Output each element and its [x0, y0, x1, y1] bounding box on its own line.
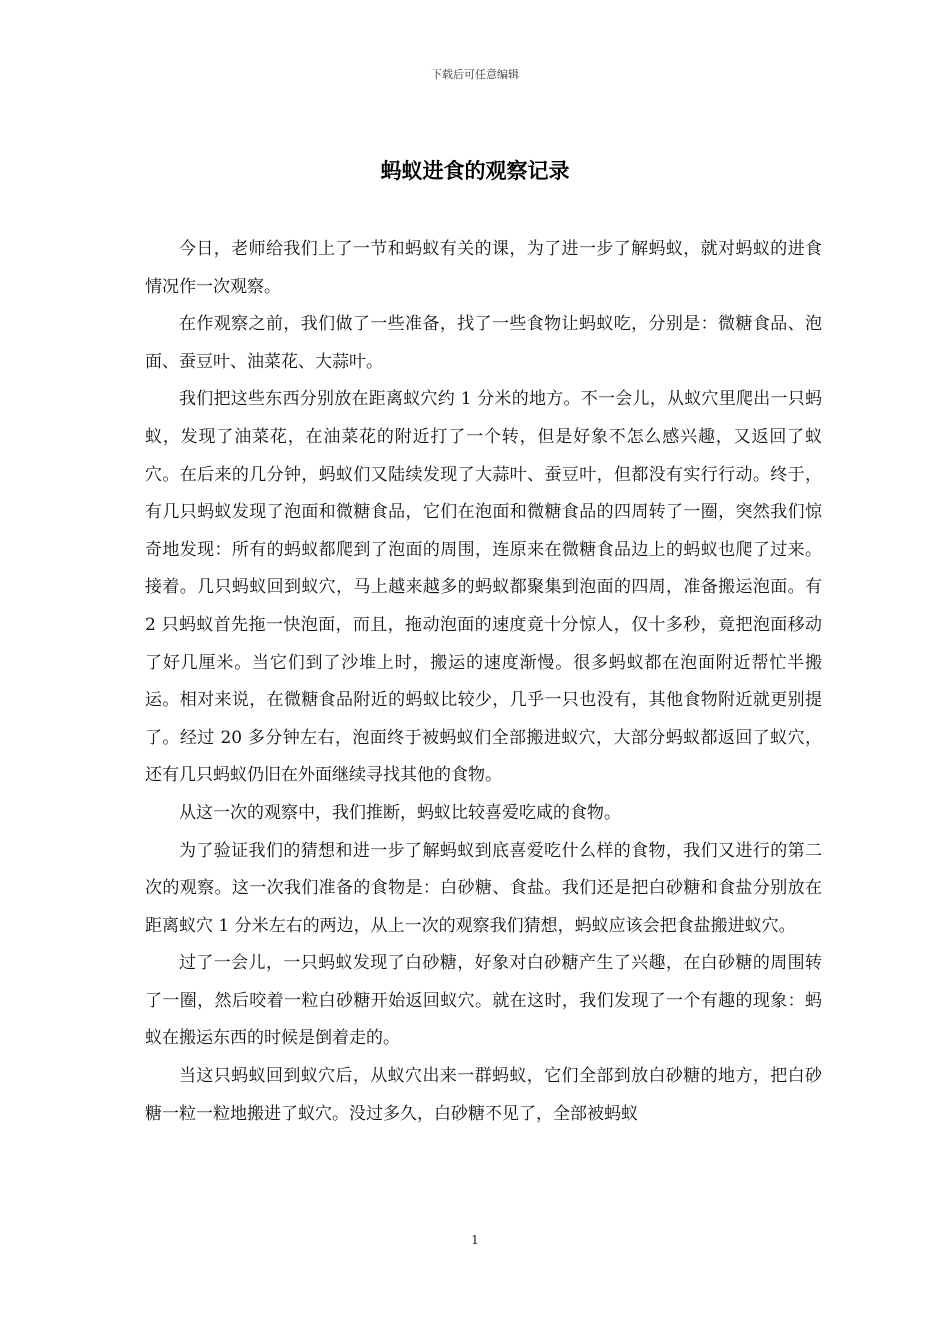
paragraph-2: 在作观察之前，我们做了一些准备，找了一些食物让蚂蚁吃，分别是：微糖食品、泡面、蚕豆叶、油菜花、大蒜叶。 [145, 314, 822, 372]
page-header: 下载后可任意编辑 [431, 68, 519, 81]
document-title: 蚂蚁进食的观察记录 [380, 158, 570, 183]
paragraph-7: 当这只蚂蚁回到蚁穴后，从蚁穴出来一群蚂蚁，它们全部到放白砂糖的地方，把白砂糖一粒一粒地搬进了蚁穴。没过多久，白砂糖不见了，全部被蚂蚁 [145, 1066, 822, 1124]
paragraph-4: 从这一次的观察中，我们推断，蚂蚁比较喜爱吃咸的食物。 [179, 802, 621, 823]
paragraph-6: 过了一会儿，一只蚂蚁发现了白砂糖，好象对白砂糖产生了兴趣，在白砂糖的周围转了一圈，然后咬着一粒白砂糖开始返回蚁穴。就在这时，我们发现了一个有趣的现象：蚂蚁在搬运东西的时候是倒着走的。 [145, 953, 822, 1049]
paragraph-5: 为了验证我们的猜想和进一步了解蚂蚁到底喜爱吃什么样的食物，我们又进行的第二次的观察。这一次我们准备的食物是：白砂糖、食盐。我们还是把白砂糖和食盐分别放在距离蚁穴 1 分米左右的两边，从上一次的观察我们猜想，蚂蚁应该会把食盐搬进蚁穴。 [145, 840, 822, 936]
page-number: 1 [471, 1233, 479, 1247]
paragraph-3: 我们把这些东西分别放在距离蚁穴约 1 分米的地方。不一会儿，从蚁穴里爬出一只蚂蚁，发现了油菜花，在油菜花的附近打了一个转，但是好象不怎么感兴趣，又返回了蚁穴。在后来的几分钟，蚂蚁们又陆续发现了大蒜叶、蚕豆叶，但都没有实行行动。终于，有几只蚂蚁发现了泡面和微糖食品，它们在泡面和微糖食品的四周转了一圈，突然我们惊奇地发现：所有的蚂蚁都爬到了泡面的周围，连原来在微糖食品边上的蚂蚁也爬了过来。接着。几只蚂蚁回到蚁穴，马上越来越多的蚂蚁都聚集到泡面的四周，准备搬运泡面。有 2 只蚂蚁首先拖一快泡面，而且，拖动泡面的速度竟十分惊人，仅十多秒，竟把泡面移动了好几厘米。当它们到了沙堆上时，搬运的速度渐慢。很多蚂蚁都在泡面附近帮忙半搬运。相对来说，在微糖食品附近的蚂蚁比较少，几乎一只也没有，其他食物附近就更别提了。经过 20 多分钟左右，泡面终于被蚂蚁们全部搬进蚁穴，大部分蚂蚁都返回了蚁穴，还有几只蚂蚁仍旧在外面继续寻找其他的食物。 [145, 389, 822, 786]
paragraph-1: 今日，老师给我们上了一节和蚂蚁有关的课，为了进一步了解蚂蚁，就对蚂蚁的进食情况作一次观察。 [145, 239, 822, 297]
document-body [145, 231, 822, 1133]
